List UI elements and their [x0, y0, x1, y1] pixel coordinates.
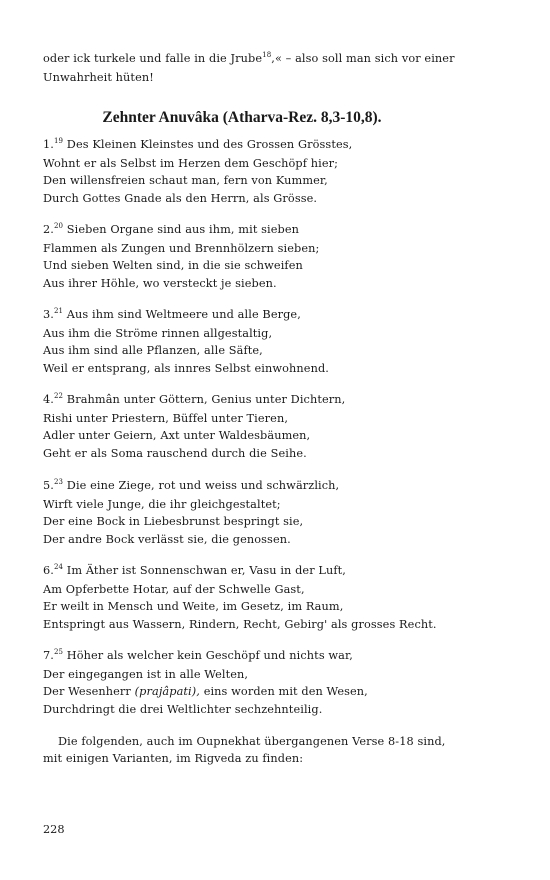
- stanza-line: Durch Gottes Gnade als den Herrn, als Grösse.: [43, 191, 318, 205]
- stanza-line: Flammen als Zungen und Brennhölzern sieben;: [43, 242, 320, 256]
- footnote-ref: 24: [53, 563, 64, 571]
- stanza-line: Aus ihrer Höhle, wo versteckt je sieben.: [43, 276, 277, 290]
- stanza-number: 6.: [43, 564, 54, 577]
- footnote-ref: 19: [53, 137, 64, 145]
- stanza-line: Aus ihm sind alle Pflanzen, alle Säfte,: [43, 344, 263, 358]
- italic-term: (prajâpati),: [134, 685, 200, 699]
- stanza-line: Der andre Bock verlässt sie, die genossen.: [43, 532, 291, 546]
- footnote-ref: 20: [53, 222, 64, 230]
- section-heading: Zehnter Anuvâka (Atharva-Rez. 8,3-10,8).: [102, 109, 382, 126]
- footnote-ref: 22: [53, 392, 64, 400]
- stanza-1: [43, 136, 513, 207]
- stanza-number: 7.: [43, 649, 54, 662]
- stanza-line: 4.22 Brahmân unter Göttern, Genius unter Dichtern,: [43, 392, 346, 406]
- stanza-line: Wohnt er als Selbst im Herzen dem Geschöpf hier;: [43, 157, 339, 171]
- stanza-line: Entspringt aus Wassern, Rindern, Recht, Gebirg' als grosses Recht.: [43, 617, 437, 631]
- stanza-line: 5.23 Die eine Ziege, rot und weiss und schwärzlich,: [43, 478, 340, 492]
- stanza-line: Adler unter Geiern, Axt unter Waldesbäumen,: [43, 429, 311, 443]
- stanza-line: Den willensfreien schaut man, fern von Kummer,: [43, 174, 328, 188]
- intro-line-1: oder ick turkele und falle in die Jrube$^{18}$,« – also soll man sich vor einer: [43, 51, 455, 65]
- closing-paragraph: [43, 733, 446, 767]
- stanza-line: Am Opferbette Hotar, auf der Schwelle Gast,: [43, 583, 305, 597]
- stanza-number: 2.: [43, 223, 54, 236]
- footnote-ref: 18: [262, 51, 272, 59]
- stanza-2: [43, 221, 513, 292]
- stanza-line: 1.19 Des Kleinen Kleinstes und des Grossen Grösstes,: [43, 137, 353, 151]
- stanza-line: Der eingegangen ist in alle Welten,: [43, 668, 249, 682]
- closing-line: mit einigen Varianten, im Rigveda zu finden:: [43, 752, 304, 765]
- stanza-number: 5.: [43, 479, 54, 492]
- stanza-number: 1.: [43, 138, 54, 151]
- stanza-line: Und sieben Welten sind, in die sie schweifen: [43, 259, 303, 273]
- page-number: 228: [43, 823, 65, 836]
- intro-paragraph: [43, 50, 513, 86]
- stanza-4: [43, 391, 513, 462]
- stanza-number: 4.: [43, 393, 54, 406]
- footnote-ref: 25: [53, 648, 64, 656]
- stanza-line: 2.20 Sieben Organe sind aus ihm, mit sieben: [43, 222, 300, 236]
- footnote-ref: 23: [53, 478, 64, 486]
- stanza-line: Er weilt in Mensch und Weite, im Gesetz, im Raum,: [43, 600, 344, 614]
- stanza-line: 7.25 Höher als welcher kein Geschöpf und nichts war,: [43, 648, 353, 662]
- closing-line: Die folgenden, auch im Oupnekhat übergangenen Verse 8-18 sind,: [58, 735, 446, 748]
- stanza-line: Aus ihm die Ströme rinnen allgestaltig,: [43, 327, 273, 341]
- stanza-line: Rishi unter Priestern, Büffel unter Tieren,: [43, 412, 289, 426]
- footnote-ref: 21: [53, 307, 64, 315]
- stanza-line: Wirft viele Junge, die ihr gleichgestaltet;: [43, 498, 281, 512]
- stanza-5: [43, 477, 513, 548]
- stanza-3: [43, 306, 513, 377]
- intro-line-2: Unwahrheit hüten!: [43, 71, 154, 84]
- stanza-number: 3.: [43, 308, 54, 321]
- stanza-line: Der eine Bock in Liebesbrunst bespringt sie,: [43, 515, 304, 529]
- stanza-7: [43, 647, 513, 718]
- stanza-line: Geht er als Soma rauschend durch die Seihe.: [43, 446, 307, 460]
- stanza-6: [43, 562, 513, 633]
- stanza-line: 6.24 Im Äther ist Sonnenschwan er, Vasu in der Luft,: [43, 563, 347, 577]
- stanza-line: 3.21 Aus ihm sind Weltmeere und alle Berge,: [43, 307, 301, 321]
- stanza-line: Weil er entsprang, als innres Selbst einwohnend.: [43, 361, 329, 375]
- stanza-line: Der Wesenherr (prajâpati), eins worden mit den Wesen,: [43, 685, 368, 699]
- stanza-line: Durchdringt die drei Weltlichter sechzehnteilig.: [43, 702, 323, 716]
